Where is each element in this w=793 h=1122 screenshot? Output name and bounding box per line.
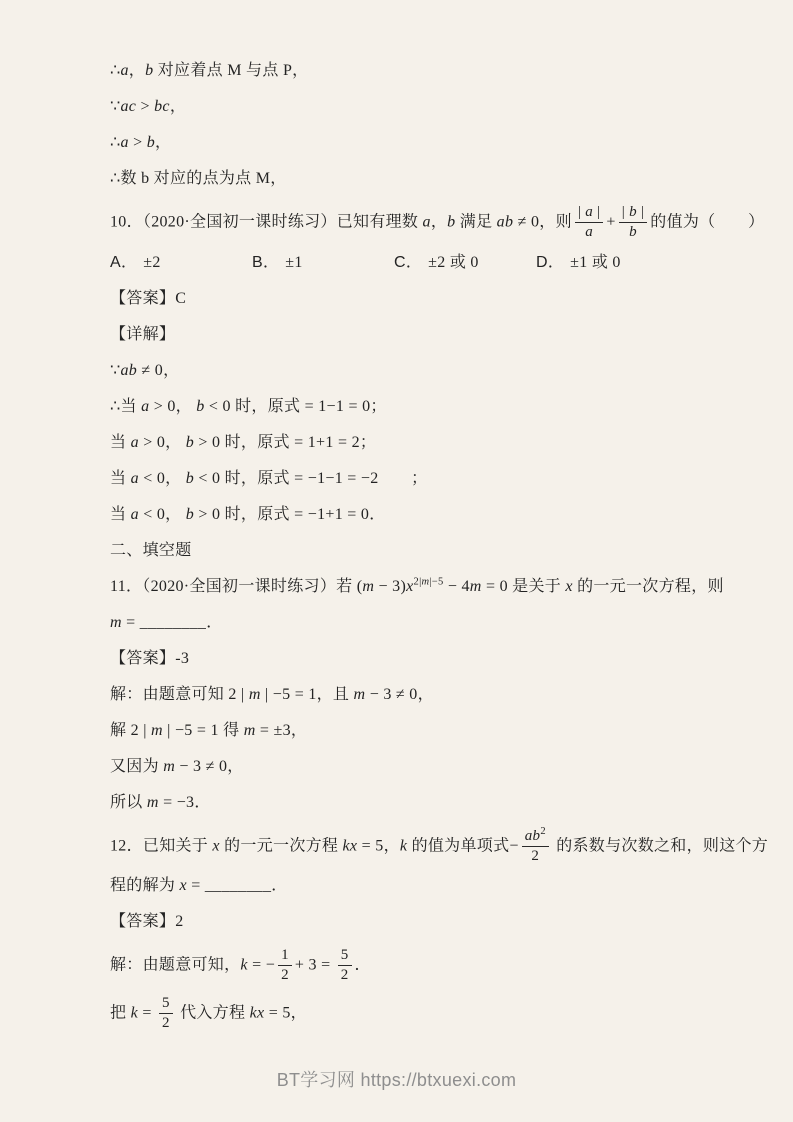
option-value: ±2 或 0 — [428, 253, 479, 271]
text-run: 【详解】 — [110, 325, 176, 343]
math-operator: = 5 — [357, 836, 384, 854]
math-operator: 2 | — [130, 721, 152, 739]
text-run: 解：由题意可知 — [110, 685, 229, 703]
solution-11-line-3 — [110, 756, 721, 777]
fraction-denominator — [281, 966, 289, 984]
math-variable: k — [240, 956, 248, 974]
text-run: 二、填空题 — [110, 541, 192, 559]
question-11-blank — [110, 612, 721, 633]
math-operator: − 3 ≠ 0 — [365, 685, 418, 703]
math-variable: m — [243, 721, 256, 739]
text-run: ， — [128, 62, 146, 79]
math-operator: − 3) — [374, 577, 407, 595]
text-run: ． — [369, 505, 386, 523]
text-run: ． — [194, 793, 211, 811]
text-run: 时，原式 — [230, 397, 301, 415]
math-variable: a — [422, 213, 431, 231]
math-variable: ab — [496, 213, 514, 231]
math-variable: kx — [249, 1003, 265, 1021]
text-run: ． — [206, 613, 223, 631]
text-run: 【答案】2 — [110, 913, 184, 930]
math-variable: a — [130, 433, 139, 451]
math-operator: = ±3 — [255, 721, 291, 739]
math-operator: = 1+1 = 2 — [289, 433, 360, 451]
answer-option-c — [394, 252, 536, 273]
math-fraction — [619, 204, 648, 242]
text-run: 所以 — [110, 793, 147, 811]
math-variable: a — [585, 224, 594, 241]
text-run: 12．已知关于 — [110, 836, 213, 854]
option-label: A． — [110, 253, 138, 271]
answer-option-d — [536, 252, 621, 273]
text-run: 时，原式 — [220, 469, 290, 487]
math-variable: b — [629, 204, 637, 220]
math-operator: + 3 = — [294, 956, 335, 974]
text-run: ∴ — [110, 134, 121, 151]
text-run: 解：由题意可知， — [110, 956, 241, 974]
math-variable: b — [146, 134, 156, 151]
option-value: ±1 或 0 — [570, 253, 621, 271]
math-operator: = — [138, 1003, 156, 1021]
text-run: 时，原式 — [220, 505, 290, 523]
math-fraction — [159, 995, 173, 1033]
math-operator: ≠ 0 — [513, 213, 540, 231]
text-run: ， — [290, 1003, 307, 1021]
text-run: 把 — [110, 1003, 131, 1021]
math-operator: < 0 — [204, 397, 231, 415]
text-run: ， — [290, 721, 308, 739]
text-run: 当 — [110, 469, 131, 487]
text-run: 【答案】-3 — [110, 649, 190, 667]
fraction-numerator — [159, 995, 173, 1014]
fraction-denominator — [531, 847, 539, 865]
math-variable: b — [629, 224, 637, 241]
math-operator: ( — [356, 577, 363, 595]
question-10-stem — [110, 204, 765, 242]
option-label: B． — [252, 253, 280, 271]
text-run: ， — [383, 836, 400, 854]
text-run: 的值为（ ） — [650, 213, 765, 231]
math-variable: a — [141, 397, 150, 415]
text-run: 得 — [218, 721, 244, 739]
solution-11-line-4 — [110, 792, 721, 813]
math-operator: 2 — [281, 967, 289, 984]
math-operator: > 0 — [138, 433, 166, 451]
math-operator: |−5 — [429, 576, 444, 588]
math-variable: k — [399, 836, 408, 854]
math-variable: ab — [120, 361, 138, 379]
text-run: 是关于 — [507, 577, 566, 595]
question-10-answer — [110, 288, 721, 309]
text-run: ； — [370, 397, 387, 415]
text-run: 的一元一次方程 — [219, 836, 343, 854]
math-variable: a — [585, 204, 594, 220]
question-10-options — [110, 252, 721, 273]
math-operator: = — [121, 613, 140, 631]
superscript-exponent — [540, 826, 546, 837]
text-run: 满足 — [455, 213, 497, 231]
math-variable: kx — [342, 836, 358, 854]
text-run: ∵ — [110, 98, 121, 115]
footer — [0, 1066, 793, 1092]
math-operator: = 0 — [481, 577, 508, 595]
text-run: ， — [227, 757, 244, 775]
text-run: ． — [354, 956, 371, 974]
math-fraction — [278, 947, 292, 985]
math-operator: | — [621, 204, 630, 220]
math-variable: bc — [154, 98, 170, 115]
math-operator: = 1−1 = 0 — [300, 397, 371, 415]
math-variable: m — [362, 577, 375, 595]
math-operator: = −1−1 = −2 — [289, 469, 379, 487]
math-variable: b — [196, 397, 205, 415]
solution-11-line-2 — [110, 720, 721, 741]
fraction-denominator — [629, 223, 637, 241]
math-operator: = − — [247, 956, 276, 974]
math-fraction — [338, 947, 352, 985]
math-variable: m — [248, 685, 261, 703]
question-11-stem — [110, 576, 724, 597]
question-12-answer — [110, 911, 721, 932]
fraction-numerator — [338, 947, 352, 966]
superscript-exponent — [414, 576, 444, 587]
text-run: 的系数与次数之和，则这个方 — [551, 836, 769, 854]
text-run: ， — [430, 213, 448, 231]
detail-line-5 — [110, 504, 721, 525]
math-variable: x — [565, 577, 573, 595]
text-run: 当 — [110, 433, 131, 451]
fraction-numerator — [619, 204, 648, 223]
math-operator: < 0 — [138, 505, 166, 523]
text-run: ，且 — [316, 685, 354, 703]
math-operator: − 3 ≠ 0 — [175, 757, 228, 775]
question-12-stem — [110, 825, 769, 866]
detail-line-2 — [110, 396, 721, 417]
math-operator: + — [606, 213, 616, 231]
text-run: ， — [165, 505, 186, 523]
math-variable: b — [185, 469, 195, 487]
text-run: ， — [155, 134, 172, 151]
solution-12-line-1 — [110, 947, 721, 985]
fraction-denominator — [341, 966, 349, 984]
math-variable: b — [185, 505, 195, 523]
math-operator: 2 — [340, 967, 349, 984]
text-run: 【答案】C — [110, 289, 187, 307]
math-variable: a — [130, 505, 139, 523]
deduction-line-4 — [110, 168, 721, 189]
option-value: ±2 — [143, 253, 161, 271]
math-operator: < 0 — [138, 469, 166, 487]
math-variable: a — [120, 62, 129, 79]
text-run: 解 — [110, 721, 131, 739]
text-run: 10．（2020·全国初一课时练习）已知有理数 — [110, 213, 423, 231]
fraction-denominator — [162, 1014, 170, 1032]
deduction-line-3 — [110, 132, 721, 153]
text-run: ， — [165, 433, 186, 451]
detail-line-1 — [110, 360, 721, 381]
deduction-line-2 — [110, 96, 721, 117]
option-label: C． — [394, 253, 423, 271]
math-operator: < 0 — [194, 469, 221, 487]
math-operator: 1 — [281, 947, 289, 963]
math-operator: > — [128, 134, 147, 151]
text-run: 时，原式 — [220, 433, 290, 451]
fraction-numerator — [522, 825, 549, 847]
text-run: 程的解为 — [110, 877, 180, 894]
question-12-stem-2 — [110, 875, 721, 896]
text-run: ，则 — [539, 213, 572, 231]
math-operator: 2| — [413, 576, 422, 588]
text-run: ． — [271, 877, 288, 894]
math-operator: 5 — [161, 994, 170, 1011]
math-operator: | — [593, 204, 601, 220]
text-run: ∴ — [110, 62, 121, 79]
math-variable: k — [130, 1003, 139, 1021]
math-operator: − 4 — [443, 577, 470, 595]
math-fraction — [575, 204, 604, 242]
text-run: ， — [163, 361, 180, 379]
math-operator: = 5 — [264, 1003, 291, 1021]
math-operator: − — [509, 836, 519, 854]
math-operator: = — [186, 877, 205, 894]
math-variable: ac — [120, 98, 137, 115]
text-run: 11．（2020·全国初一课时练习）若 — [110, 577, 357, 595]
math-operator: > 0 — [149, 397, 176, 415]
option-label: D． — [536, 253, 565, 271]
math-variable: x — [179, 877, 187, 894]
math-fraction — [522, 825, 549, 866]
math-variable: m — [146, 793, 159, 811]
text-run: ∴当 — [110, 397, 142, 415]
text-run: 的一元一次方程，则 — [572, 577, 724, 595]
math-operator: = −3 — [158, 793, 195, 811]
math-operator: > 0 — [194, 433, 221, 451]
footer-site-link: BT学习网 https://btxuexi.com — [276, 1070, 517, 1090]
text-run: ∴数 b 对应的点为点 M， — [110, 170, 287, 187]
text-run: 当 — [110, 505, 131, 523]
math-variable: m — [421, 576, 430, 588]
math-variable: b — [185, 433, 195, 451]
math-variable: m — [469, 577, 482, 595]
detail-heading — [110, 324, 721, 345]
text-run: ， — [417, 685, 434, 703]
text-run: ； — [359, 433, 377, 451]
detail-line-3 — [110, 432, 721, 453]
math-variable: m — [163, 757, 176, 775]
text-run: ， — [165, 469, 186, 487]
math-variable: x — [406, 577, 414, 595]
math-operator: 2 — [540, 825, 546, 837]
math-operator: > 0 — [194, 505, 221, 523]
answer-option-a — [110, 252, 252, 273]
text-run: 的值为单项式 — [407, 836, 510, 854]
solution-11-line-1 — [110, 684, 721, 705]
math-variable: ab — [524, 827, 541, 844]
fraction-numerator — [278, 947, 292, 966]
option-value: ±1 — [285, 253, 303, 271]
deduction-line-1 — [110, 60, 721, 81]
math-variable: m — [353, 685, 366, 703]
math-variable: a — [120, 134, 129, 151]
math-operator: 5 — [340, 947, 349, 963]
math-variable: m — [151, 721, 163, 739]
math-operator: | −5 = 1 — [162, 721, 219, 739]
math-variable: b — [145, 62, 154, 79]
math-variable: b — [447, 213, 456, 231]
answer-option-b — [252, 252, 394, 273]
math-operator: 2 | — [228, 685, 249, 703]
text-run: ∵ — [110, 361, 121, 379]
text-run: 对应着点 M 与点 P， — [153, 62, 309, 79]
text-run: 又因为 — [110, 757, 164, 775]
text-run: ； — [378, 469, 428, 487]
math-operator: ≠ 0 — [137, 361, 164, 379]
document-content — [110, 60, 769, 1042]
text-run: ________ — [204, 877, 272, 894]
fraction-numerator — [575, 204, 604, 223]
detail-line-4 — [110, 468, 721, 489]
fraction-denominator — [585, 223, 593, 241]
solution-12-line-2 — [110, 995, 721, 1033]
math-variable: m — [110, 613, 122, 631]
math-operator: | — [636, 204, 645, 220]
math-operator: = −1+1 = 0 — [289, 505, 370, 523]
math-operator: 2 — [161, 1014, 170, 1031]
math-variable: x — [212, 836, 220, 854]
math-operator: > — [136, 98, 155, 115]
text-run: ， — [169, 98, 187, 115]
section-heading — [110, 540, 721, 561]
math-variable: a — [130, 469, 139, 487]
question-11-answer — [110, 648, 721, 669]
math-operator: | −5 = 1 — [260, 685, 317, 703]
math-operator: 2 — [531, 847, 540, 864]
math-operator: | — [577, 204, 586, 220]
text-run: 代入方程 — [175, 1003, 250, 1021]
text-run: ， — [175, 397, 197, 415]
text-run: ________ — [139, 613, 207, 631]
